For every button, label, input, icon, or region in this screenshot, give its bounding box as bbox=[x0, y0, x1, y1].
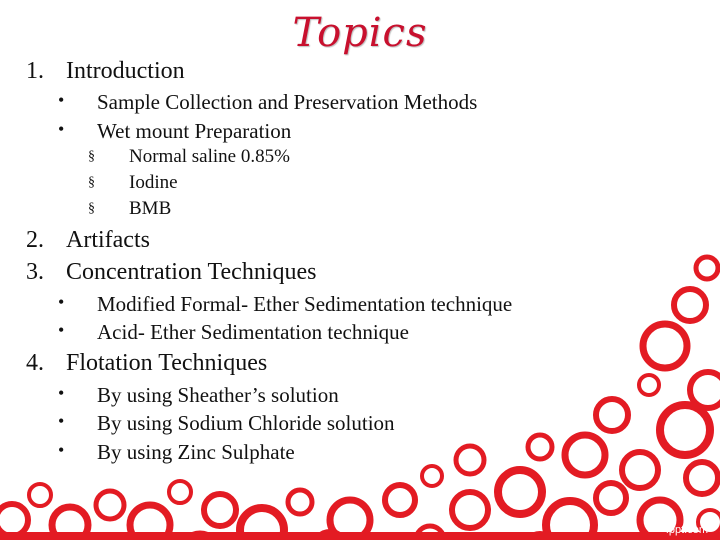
red-ring bbox=[422, 466, 442, 486]
bullet: • bbox=[58, 119, 65, 139]
section-heading-introduction: Introduction bbox=[66, 58, 185, 84]
list-item: By using Sheather’s solution bbox=[97, 383, 339, 407]
section-number: 1. bbox=[26, 58, 44, 84]
section-heading-concentration: Concentration Techniques bbox=[66, 259, 317, 285]
list-item: Acid- Ether Sedimentation technique bbox=[97, 320, 409, 344]
sub-list-item: Iodine bbox=[129, 172, 178, 193]
red-ring bbox=[660, 405, 710, 455]
bottom-band bbox=[0, 532, 720, 540]
red-ring bbox=[674, 289, 706, 321]
bullet: • bbox=[58, 320, 65, 340]
bullet: • bbox=[58, 292, 65, 312]
red-ring bbox=[696, 257, 718, 279]
list-item: Sample Collection and Preservation Methods bbox=[97, 90, 478, 114]
list-item: Wet mount Preparation bbox=[97, 119, 292, 143]
red-ring bbox=[565, 435, 605, 475]
red-ring bbox=[528, 435, 552, 459]
list-item: By using Sodium Chloride solution bbox=[97, 411, 395, 435]
red-ring bbox=[498, 470, 542, 514]
list-item: By using Zinc Sulphate bbox=[97, 440, 295, 464]
red-ring bbox=[643, 324, 687, 368]
red-ring bbox=[622, 452, 658, 488]
red-ring bbox=[690, 372, 720, 408]
section-heading-artifacts: Artifacts bbox=[66, 227, 150, 253]
red-ring bbox=[288, 490, 312, 514]
list-item: Modified Formal- Ether Sedimentation technique bbox=[97, 292, 513, 316]
red-ring bbox=[452, 492, 488, 528]
red-ring bbox=[456, 446, 484, 474]
sub-list-item: Normal saline 0.85% bbox=[129, 146, 290, 167]
bullet: • bbox=[58, 90, 65, 110]
bullet: • bbox=[58, 383, 65, 403]
red-ring bbox=[96, 491, 124, 519]
slide-title: Topics bbox=[292, 10, 428, 56]
red-ring bbox=[596, 483, 626, 513]
section-number: 3. bbox=[26, 259, 44, 285]
red-ring bbox=[29, 484, 51, 506]
red-ring bbox=[686, 462, 718, 494]
red-ring bbox=[204, 494, 236, 526]
red-ring bbox=[169, 481, 191, 503]
sub-list-item: BMB bbox=[129, 198, 172, 219]
section-heading-flotation: Flotation Techniques bbox=[66, 350, 268, 376]
section-number: 2. bbox=[26, 227, 44, 253]
sub-bullet: § bbox=[88, 149, 95, 164]
bullet: • bbox=[58, 440, 65, 460]
red-ring bbox=[639, 375, 659, 395]
red-ring bbox=[596, 399, 628, 431]
red-ring bbox=[0, 504, 28, 536]
sub-bullet: § bbox=[88, 175, 95, 190]
watermark: fppt.com bbox=[665, 524, 708, 536]
bullet: • bbox=[58, 411, 65, 431]
sub-bullet: § bbox=[88, 201, 95, 216]
section-number: 4. bbox=[26, 350, 44, 376]
red-ring bbox=[385, 485, 415, 515]
